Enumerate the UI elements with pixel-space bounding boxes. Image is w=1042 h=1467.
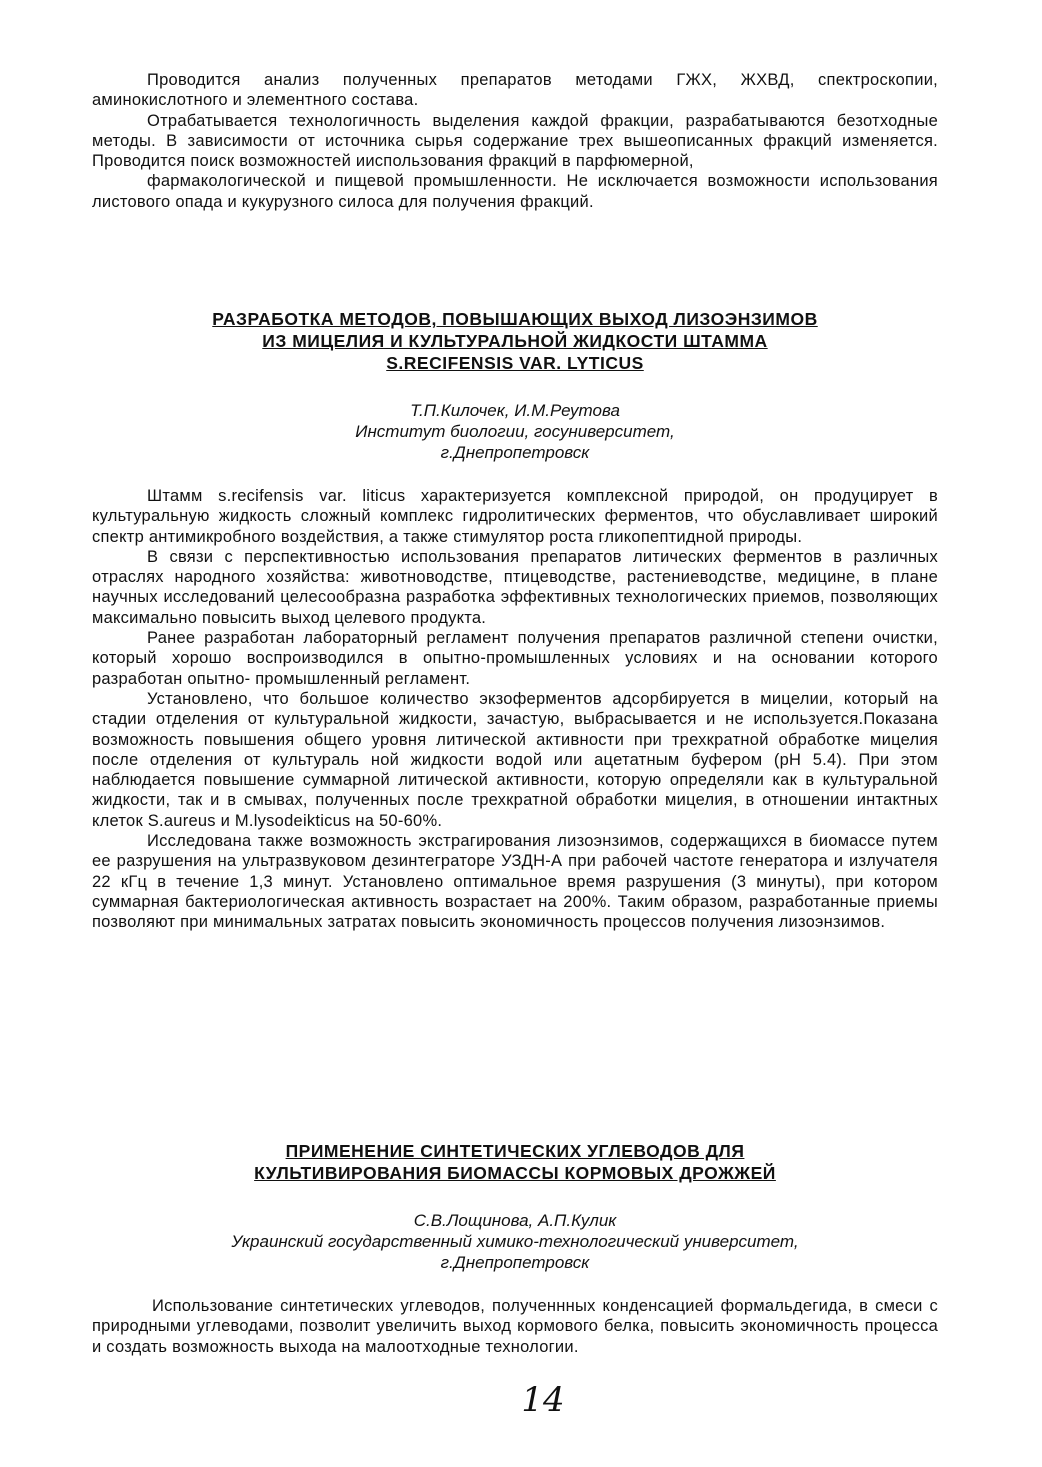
article2-byline [92,1210,938,1273]
article1-title-line: ИЗ МИЦЕЛИЯ И КУЛЬТУРАЛЬНОЙ ЖИДКОСТИ ШТАММА [262,331,768,351]
article1-paragraph-5: Исследована также возможность экстрагирования лизоэнзимов, содержащихся в биомассе путем ее разрушения на ультразвуковом дезинтеграторе УЗДН-А при рабочей частоте генератора и излучателя 22 кГц в течение 1,3 минут. Установлено оптимальное время разрушения (3 минуты), при котором суммарная бактериологическая активность возрастает на 200%. Таким образом, разработанные приемы позволяют при минимальных затратах повысить экономичность процессов получения лизоэнзимов. [92,832,938,932]
article2-authors: С.В.Лощинова, А.П.Кулик [413,1211,617,1230]
article1-affiliation: Институт биологии, госуниверситет, [355,422,675,441]
article1-byline [92,400,938,463]
article1-authors: Т.П.Килочек, И.М.Реутова [410,401,620,420]
intro-paragraph-1: Проводится анализ полученных препаратов методами ГЖХ, ЖХВД, спектроскопии, аминокислотного и элементного состава. [92,71,938,110]
article2-body [92,1296,938,1357]
article1-title-line: S.RECIFENSIS VAR. LYTICUS [386,353,644,373]
article1-paragraph-4: Установлено, что большое количество экзоферментов адсорбируется в мицелии, который на стадии отделения от культуральной жидкости, зачастую, выбрасывается и не используется.Показана возможность повышения общего уровня литической активности при трехкратной обработке мицелия после отделения от культураль ной жидкости водой или ацетатным буфером (pH 5.4). При этом наблюдается повышение суммарной литической активности, которую определяли как в культуральной жидкости, так и в смывах, полученных после трехкратной обработки мицелия, в отношении интактных клеток S.aureus и M.lysodeikticus на 50-60%. [92,689,938,830]
article1-city: г.Днепропетровск [440,443,590,462]
article1-paragraph-2: В связи с перспективностью использования препаратов литических ферментов в различных отраслях народного хозяйства: животноводстве, птицеводстве, растениеводстве, медицине, в плане научных исследований целесообразна разработка эффективных технологических приемов, позволяющих максимально повысить выход целевого продукта. [92,547,938,627]
article2-city: г.Днепропетровск [440,1253,590,1272]
article2-title-line: КУЛЬТИВИРОВАНИЯ БИОМАССЫ КОРМОВЫХ ДРОЖЖЕЙ [254,1163,776,1183]
intro-paragraph-3: фармакологической и пищевой промышленности. Не исключается возможности использования листового опада и кукурузного силоса для получения фракций. [92,172,938,211]
article2-title-line: ПРИМЕНЕНИЕ СИНТЕТИЧЕСКИХ УГЛЕВОДОВ ДЛЯ [285,1141,745,1161]
intro-text [92,70,938,212]
article1-title [92,308,938,374]
intro-paragraph-2: Отрабатывается технологичность выделения каждой фракции, разрабатываются безотходные методы. В зависимости от источника сырья содержание трех вышеописанных фракций изменяется. Проводится поиск возможностей ииспользования фракций в парфюмерной, [92,111,938,171]
article1-body [92,486,938,933]
article1-paragraph-3: Ранее разработан лабораторный регламент получения препаратов различной степени очистки, который хорошо воспроизводился в опытно-промышленных условиях и на основании которого разработан опытно- промышленный регламент. [92,629,938,688]
article2-paragraph-1: Использование синтетических углеводов, полученнных конденсацией формальдегида, в смеси с природными углеводами, позволит увеличить выход кормового белка, повысить экономичность процесса и создать возможность выхода на малоотходные технологии. [92,1297,938,1356]
article2-title [92,1140,938,1184]
page-number: 14 [521,1380,565,1420]
article1-paragraph-1: Штамм s.recifensis var. liticus характеризуется комплексной природой, он продуцирует в культуральную жидкость сложный комплекс гидролитических ферментов, что обуславливает широкий спектр антимикробного воздействия, а также стимулятор роста гликопептидной природы. [92,487,938,546]
article1-title-line: РАЗРАБОТКА МЕТОДОВ, ПОВЫШАЮЩИХ ВЫХОД ЛИЗОЭНЗИМОВ [212,309,818,329]
article2-affiliation: Украинский государственный химико-технологический университет, [231,1232,799,1251]
